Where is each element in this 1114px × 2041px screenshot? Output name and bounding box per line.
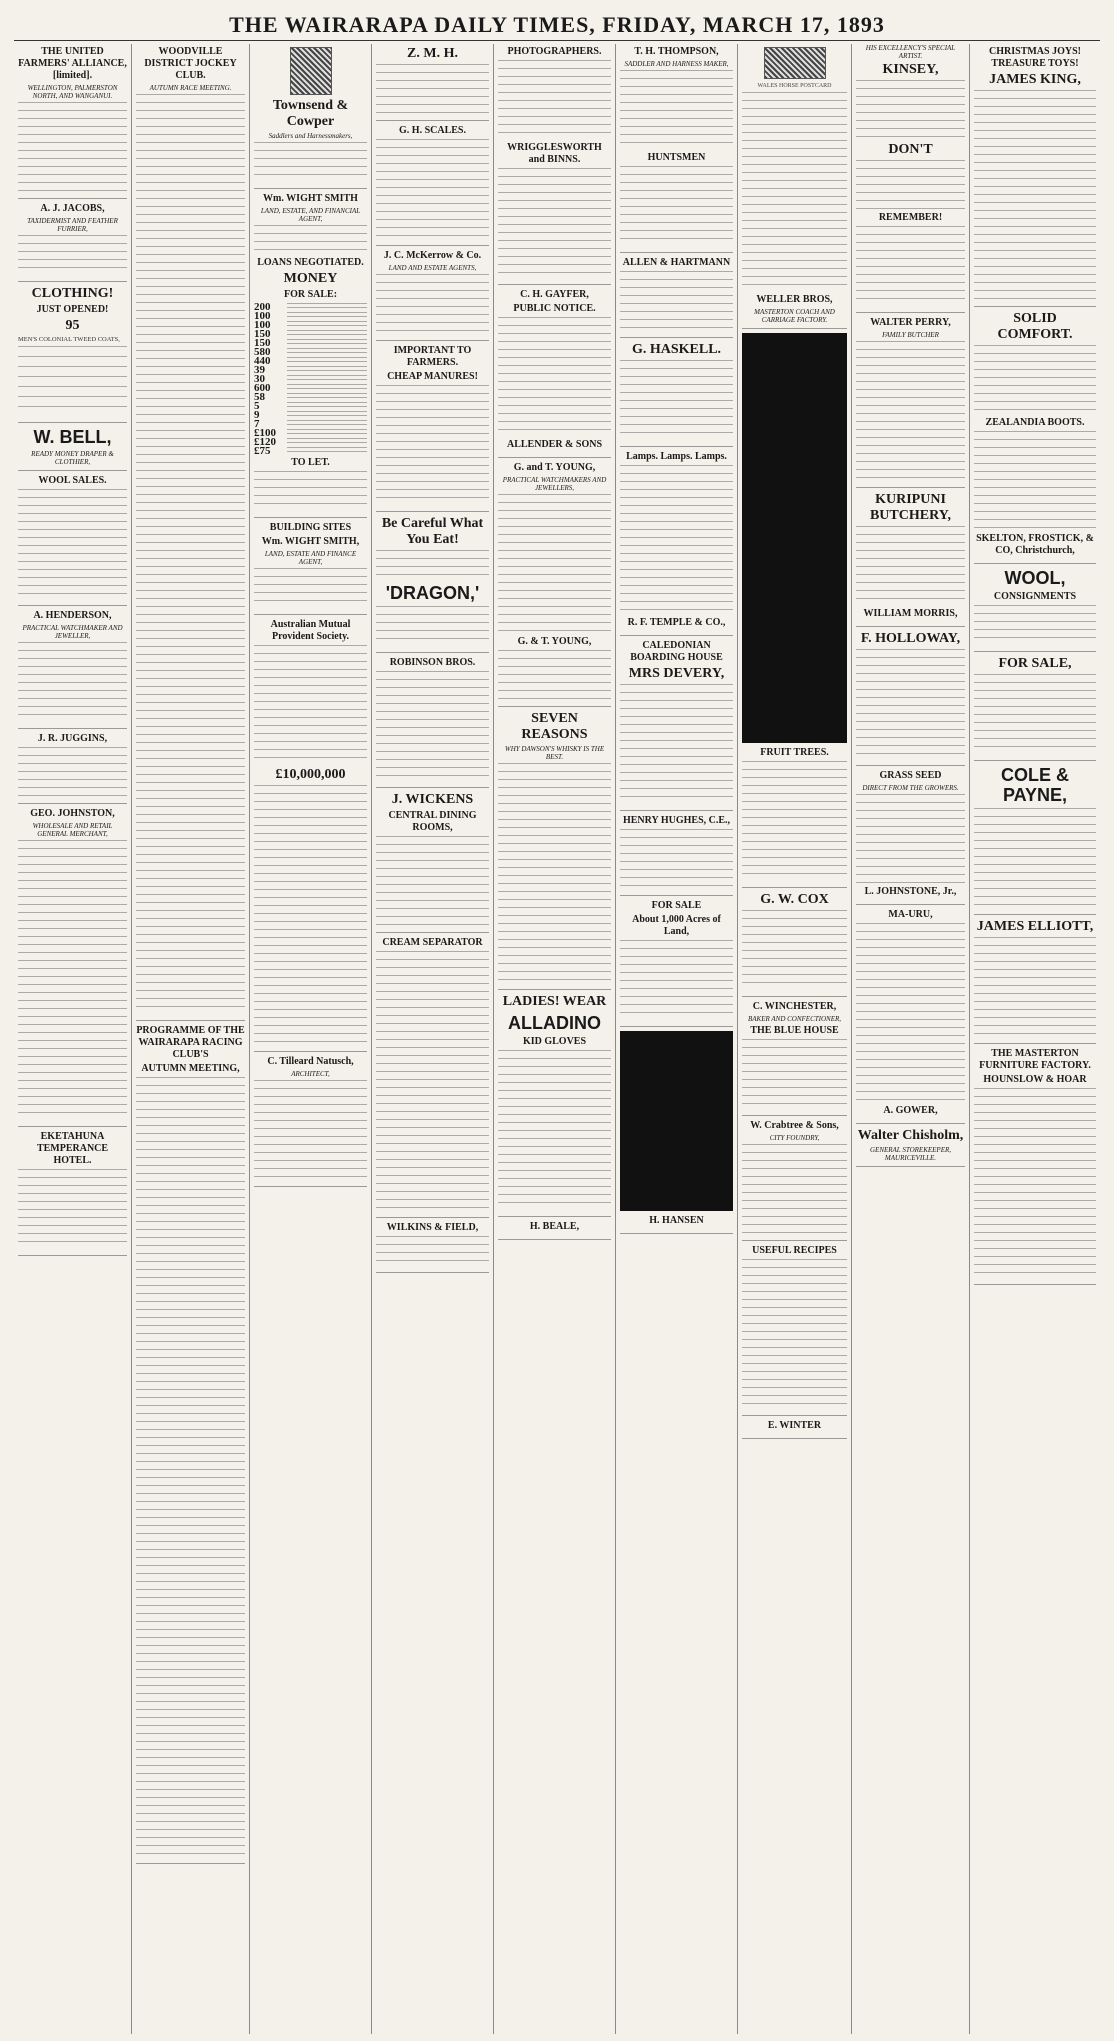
text-block xyxy=(974,605,1096,645)
ad-title: PHOTOGRAPHERS. xyxy=(507,46,602,57)
ad-title: IMPORTANT TO FARMERS. xyxy=(393,345,472,368)
ad-title: PUBLIC NOTICE. xyxy=(513,303,596,314)
ad-title: EKETAHUNA TEMPERANCE HOTEL. xyxy=(36,1131,109,1166)
masthead xyxy=(0,0,1114,44)
ad-title: G. & T. YOUNG, xyxy=(517,636,592,647)
ad-gayfer xyxy=(498,289,611,458)
ad-title: SOLID COMFORT. xyxy=(997,311,1073,342)
ad-chisholm xyxy=(856,1128,965,1167)
column-5 xyxy=(494,44,616,2034)
text-block xyxy=(254,568,367,608)
ad-title: CHRISTMAS JOYS! TREASURE TOYS! xyxy=(989,46,1081,69)
for-sale-figure: £120 xyxy=(254,436,276,448)
text-block xyxy=(856,923,965,1103)
ad-number: 95 xyxy=(65,318,80,333)
ad-title: THE UNITED FARMERS' ALLIANCE, [limited]. xyxy=(18,46,127,81)
ad-kuripuni-butchery xyxy=(856,492,965,627)
text-block xyxy=(620,465,733,615)
ad-eketahuna-hotel xyxy=(18,1131,127,1256)
ad-dragon-baking-powder xyxy=(376,516,489,653)
ad-title: ZEALANDIA BOOTS. xyxy=(985,417,1085,428)
ad-robinson-bros xyxy=(376,657,489,788)
ad-title: PROGRAMME OF THE WAIRARAPA RACING CLUB'S xyxy=(136,1025,245,1060)
text-block xyxy=(620,684,733,804)
ad-text: MEN'S COLONIAL TWEED COATS, xyxy=(18,336,120,343)
ad-young xyxy=(498,462,611,707)
ad-title: E. WINTER xyxy=(767,1420,822,1431)
for-sale-description xyxy=(287,330,367,338)
ad-title: WOOL SALES. xyxy=(38,475,107,486)
column-3 xyxy=(250,44,372,2034)
ad-title: SEVEN REASONS xyxy=(521,711,588,742)
ad-natusch xyxy=(254,1056,367,1187)
ad-subtitle: READY MONEY DRAPER & CLOTHIER, xyxy=(31,450,114,466)
masthead-rule xyxy=(14,40,1100,41)
ad-title: HOUNSLOW & HOAR xyxy=(983,1074,1087,1085)
blacked-out-area xyxy=(742,333,847,743)
ad-henderson xyxy=(18,610,127,729)
ad-cream-separator xyxy=(376,937,489,1218)
text-block xyxy=(620,271,733,331)
column-6 xyxy=(616,44,738,2034)
ad-title: THE MASTERTON FURNITURE FACTORY. xyxy=(979,1048,1091,1071)
text-block xyxy=(742,1259,847,1409)
for-sale-item xyxy=(254,447,367,455)
ad-title: R. F. TEMPLE & CO., xyxy=(627,617,726,628)
for-sale-figure: 58 xyxy=(254,391,265,403)
ad-johnston xyxy=(18,808,127,1127)
ad-title: WILKINS & FIELD, xyxy=(386,1222,479,1233)
ad-holloway xyxy=(856,631,965,766)
ad-ma-uru xyxy=(856,909,965,1124)
for-sale-figure: 5 xyxy=(254,400,260,412)
for-sale-list xyxy=(254,303,367,455)
ad-title: WALES HORSE POSTCARD xyxy=(757,83,832,89)
ad-title: A. J. JACOBS, xyxy=(40,203,105,214)
text-block xyxy=(254,142,367,182)
ad-subtitle: BAKER AND CONFECTIONER, xyxy=(747,1015,841,1023)
ad-title: Australian Mutual Provident Society. xyxy=(270,619,351,642)
ad-title: Townsend & Cowper xyxy=(272,98,349,129)
ad-title: H. HANSEN xyxy=(649,1215,704,1226)
text-block xyxy=(254,1080,367,1180)
ad-heading: LOANS NEGOTIATED. xyxy=(257,257,364,268)
for-sale-item xyxy=(254,411,367,419)
ad-title: FRUIT TREES. xyxy=(760,747,829,758)
ad-title: Lamps. Lamps. Lamps. xyxy=(626,451,727,462)
ad-subtitle: WHOLESALE AND RETAIL GENERAL MERCHANT, xyxy=(32,822,113,838)
ad-title: CHEAP MANURES! xyxy=(387,371,478,382)
ad-title: Z. M. H. xyxy=(407,46,458,61)
text-block xyxy=(18,747,127,797)
for-sale-item xyxy=(254,393,367,401)
ad-wilkins-field xyxy=(376,1222,489,1273)
ad-title: WELLER BROS, xyxy=(756,294,833,305)
ad-title: GEO. JOHNSTON, xyxy=(30,808,115,819)
ad-title: WILLIAM MORRIS, xyxy=(863,608,958,619)
ad-title: GRASS SEED xyxy=(879,770,942,781)
for-sale-figure: 100 xyxy=(254,310,271,322)
text-block xyxy=(254,225,367,255)
text-block xyxy=(376,64,489,114)
for-sale-description xyxy=(287,402,367,410)
text-block xyxy=(974,937,1096,1037)
for-sale-description xyxy=(287,393,367,401)
text-block xyxy=(18,102,127,192)
text-block xyxy=(742,92,847,292)
for-sale-description xyxy=(287,321,367,329)
ad-wairarapa-racing-club xyxy=(136,1025,245,1864)
ad-title: WALTER PERRY, xyxy=(870,317,951,328)
for-sale-figure: 440 xyxy=(254,355,271,367)
ad-title: REMEMBER! xyxy=(878,212,943,223)
text-block xyxy=(974,431,1096,531)
ad-title: CLOTHING! xyxy=(31,286,114,301)
ad-juggins xyxy=(18,733,127,804)
text-block xyxy=(620,360,733,440)
ad-subtitle: CITY FOUNDRY, xyxy=(769,1134,820,1142)
ad-elliott xyxy=(974,919,1096,1044)
for-sale-description xyxy=(287,339,367,347)
ad-title: WOODVILLE DISTRICT JOCKEY CLUB. xyxy=(144,46,237,81)
for-sale-figure: 200 xyxy=(254,301,271,313)
ad-title: ALLENDER & SONS xyxy=(506,439,603,450)
text-block xyxy=(18,235,127,275)
ad-useful-recipes xyxy=(742,1245,847,1416)
ad-title: A. GOWER, xyxy=(883,1105,938,1116)
ad-jacobs xyxy=(18,203,127,282)
for-sale-figure: 150 xyxy=(254,328,271,340)
text-block xyxy=(498,763,611,983)
text-block xyxy=(742,1144,847,1234)
ad-james-king-toys xyxy=(974,46,1096,307)
for-sale-figure: 100 xyxy=(254,319,271,331)
for-sale-figure: 9 xyxy=(254,409,260,421)
columns xyxy=(14,44,1100,2034)
ad-woodville-jockey-club xyxy=(136,46,245,1021)
ad-scales xyxy=(376,125,489,246)
ad-title: W. Crabtree & Sons, xyxy=(750,1120,839,1131)
ad-title: COLE & PAYNE, xyxy=(1000,765,1069,805)
text-block xyxy=(498,494,611,634)
ad-hansen xyxy=(620,1215,733,1234)
ad-furniture-factory xyxy=(974,1048,1096,1285)
text-block xyxy=(974,1088,1096,1278)
ad-manures xyxy=(376,345,489,512)
text-block xyxy=(18,1169,127,1249)
ad-title: G. HASKELL. xyxy=(631,342,722,357)
text-block xyxy=(498,168,611,278)
ad-beale xyxy=(498,1221,611,1240)
ad-zmh xyxy=(376,46,489,121)
ad-title: MRS DEVERY, xyxy=(628,666,725,681)
ad-kinsey xyxy=(856,44,965,313)
text-block xyxy=(856,160,965,210)
for-sale-item xyxy=(254,402,367,410)
ad-subtitle: CONSIGNMENTS xyxy=(993,591,1077,602)
text-block xyxy=(498,317,611,437)
ad-heading: MONEY xyxy=(283,271,338,286)
ad-title: KURIPUNI BUTCHERY, xyxy=(869,492,952,523)
ad-subtitle: Saddlers and Harnessmakers, xyxy=(268,132,353,140)
text-block xyxy=(498,650,611,700)
ad-caledonian xyxy=(620,640,733,811)
ad-bell xyxy=(18,427,127,471)
column-2 xyxy=(132,44,250,2034)
text-block xyxy=(974,674,1096,754)
column-1 xyxy=(14,44,132,2034)
ad-title: A. HENDERSON, xyxy=(33,610,112,621)
ad-thompson xyxy=(620,46,733,253)
for-sale-description xyxy=(287,375,367,383)
ad-title: JAMES ELLIOTT, xyxy=(976,919,1094,934)
ad-title: G. W. COX xyxy=(760,892,829,907)
ad-wool-sales xyxy=(18,475,127,606)
ad-title: FOR SALE xyxy=(651,900,702,911)
text-block xyxy=(376,550,489,580)
text-block xyxy=(974,345,1096,415)
ad-title: CREAM SEPARATOR xyxy=(382,937,483,948)
ad-amp-society xyxy=(254,619,367,1052)
for-sale-figure: 600 xyxy=(254,382,271,394)
text-block xyxy=(856,80,965,140)
ad-title: Be Careful What You Eat! xyxy=(381,516,484,547)
ad-title: J. WICKENS xyxy=(391,792,474,807)
for-sale-description xyxy=(287,348,367,356)
for-sale-description xyxy=(287,438,367,446)
text-block xyxy=(856,649,965,759)
ad-building-sites xyxy=(254,522,367,615)
ad-allen-hartmann xyxy=(620,257,733,338)
blacked-out-area xyxy=(620,1031,733,1211)
ad-subtitle: JUST OPENED! xyxy=(36,304,109,315)
ad-cole-payne xyxy=(974,765,1096,915)
ad-title: THE BLUE HOUSE xyxy=(750,1025,839,1036)
column-4 xyxy=(372,44,494,2034)
text-block xyxy=(620,70,733,150)
for-sale-description xyxy=(287,312,367,320)
ad-subtitle: HIS EXCELLENCY'S SPECIAL ARTIST. xyxy=(865,44,956,60)
ad-haskell xyxy=(620,342,733,447)
for-sale-description xyxy=(287,384,367,392)
ad-clothing xyxy=(18,286,127,423)
ad-title: Wm. WIGHT SMITH xyxy=(263,193,358,204)
ad-subtitle: GENERAL STOREKEEPER, MAURICEVILLE. xyxy=(869,1146,952,1162)
text-block xyxy=(136,1077,245,1857)
ad-title: C. H. GAYFER, xyxy=(520,289,589,300)
ad-title: WRIGGLESWORTH and BINNS. xyxy=(507,142,602,165)
ad-subtitle: WELLINGTON, PALMERSTON NORTH, AND WANGANUI. xyxy=(27,84,118,100)
ad-title: BUILDING SITES xyxy=(269,522,352,533)
ad-number: £10,000,000 xyxy=(275,767,346,782)
ad-title: L. JOHNSTONE, Jr., xyxy=(864,886,957,897)
ad-title: LADIES! WEAR xyxy=(502,994,607,1009)
text-block xyxy=(856,226,965,306)
text-block xyxy=(856,794,965,884)
text-block xyxy=(376,385,489,505)
column-7 xyxy=(738,44,852,2034)
ad-subtitle: KID GLOVES xyxy=(522,1036,587,1047)
text-block xyxy=(18,642,127,722)
horse-illustration xyxy=(764,47,826,79)
for-sale-description xyxy=(287,357,367,365)
ad-fruit-trees xyxy=(742,747,847,888)
for-sale-item xyxy=(254,384,367,392)
ad-alladino-gloves xyxy=(498,994,611,1217)
ad-title: KINSEY, xyxy=(882,62,939,77)
ad-for-sale-farm xyxy=(974,656,1096,761)
ad-solid-comfort xyxy=(974,311,1096,564)
ad-crabtree xyxy=(742,1120,847,1241)
ad-title: ROBINSON BROS. xyxy=(389,657,476,668)
for-sale-figure: 580 xyxy=(254,346,271,358)
ad-subtitle: AUTUMN RACE MEETING. xyxy=(149,84,232,92)
ad-subtitle: PRACTICAL WATCHMAKERS AND JEWELLERS, xyxy=(502,476,607,492)
text-block xyxy=(742,1039,847,1109)
ad-title: MA-URU, xyxy=(888,909,933,920)
ad-hughes xyxy=(620,815,733,896)
text-block xyxy=(856,341,965,481)
ad-subtitle: LAND, ESTATE, AND FINANCIAL AGENT, xyxy=(260,207,361,223)
horse-illustration xyxy=(290,47,332,95)
for-sale-figure: £100 xyxy=(254,427,276,439)
ad-title: USEFUL RECIPES xyxy=(752,1245,837,1256)
text-block xyxy=(856,526,965,606)
text-block xyxy=(376,1236,489,1266)
ad-title: ALLEN & HARTMANN xyxy=(622,257,731,268)
for-sale-description xyxy=(287,411,367,419)
ad-subtitle: PRACTICAL WATCHMAKER AND JEWELLER, xyxy=(22,624,123,640)
ad-dawsons-whisky xyxy=(498,711,611,990)
ad-title: H. BEALE, xyxy=(529,1221,580,1232)
text-block xyxy=(18,346,127,416)
ad-subtitle: CENTRAL DINING ROOMS, xyxy=(388,810,477,833)
ad-cox xyxy=(742,892,847,997)
ad-subtitle: DIRECT FROM THE GROWERS. xyxy=(862,784,959,792)
ad-subtitle: ARCHITECT, xyxy=(291,1070,330,1078)
text-block xyxy=(18,489,127,599)
ad-title: Wm. WIGHT SMITH, xyxy=(261,536,360,547)
for-sale-description xyxy=(287,429,367,437)
text-block xyxy=(254,785,367,1045)
text-block xyxy=(376,274,489,334)
ad-title: G. H. SCALES. xyxy=(399,125,466,136)
text-block xyxy=(376,139,489,239)
for-sale-item xyxy=(254,357,367,365)
ad-united-farmers xyxy=(18,46,127,199)
text-block xyxy=(376,671,489,781)
text-block xyxy=(620,166,733,246)
ad-title: DON'T xyxy=(888,142,933,157)
for-sale-figure: 7 xyxy=(254,418,260,430)
ad-title: F. HOLLOWAY, xyxy=(860,631,961,646)
text-block xyxy=(376,606,489,646)
ad-title: WOOL, xyxy=(1004,568,1066,588)
ad-title: HUNTSMEN xyxy=(647,152,706,163)
ad-title: FOR SALE, xyxy=(998,656,1072,671)
ad-subtitle: FAMILY BUTCHER xyxy=(882,331,939,339)
ad-subtitle: About 1,000 Acres of Land, xyxy=(632,914,721,937)
ad-heading: TO LET. xyxy=(291,457,330,468)
text-block xyxy=(974,90,1096,300)
ad-walter-perry xyxy=(856,317,965,488)
ad-heading: FOR SALE: xyxy=(283,289,338,300)
ad-winter xyxy=(742,1420,847,1439)
ad-title: C. WINCHESTER, xyxy=(752,1001,837,1012)
ad-title: G. and T. YOUNG, xyxy=(513,462,596,473)
ad-wool-consignments xyxy=(974,568,1096,652)
ad-title: Walter Chisholm, xyxy=(857,1128,964,1143)
ad-title: J. R. JUGGINS, xyxy=(37,733,108,744)
ad-photographers xyxy=(498,46,611,285)
ad-title: JAMES KING, xyxy=(989,72,1081,87)
for-sale-figure: 30 xyxy=(254,373,265,385)
text-block xyxy=(254,645,367,765)
for-sale-figure: 150 xyxy=(254,337,271,349)
text-block xyxy=(18,840,127,1120)
ad-horse-postcard xyxy=(742,47,847,329)
ad-subtitle: LAND, ESTATE AND FINANCE AGENT, xyxy=(264,550,357,566)
masthead-title: THE WAIRARAPA DAILY TIMES, FRIDAY, MARCH 17, 1893 xyxy=(229,12,885,37)
column-8 xyxy=(852,44,970,2034)
text-block xyxy=(742,910,847,990)
ad-subtitle: LAND AND ESTATE AGENTS, xyxy=(388,264,477,272)
ad-subtitle: TAXIDERMIST AND FEATHER FURRIER, xyxy=(27,217,118,233)
text-block xyxy=(742,761,847,881)
column-9 xyxy=(970,44,1100,2034)
for-sale-description xyxy=(287,303,367,311)
ad-grass-seed xyxy=(856,770,965,905)
ad-subtitle: WHY DAWSON'S WHISKY IS THE BEST. xyxy=(504,745,605,761)
text-block xyxy=(620,829,733,889)
text-block xyxy=(254,471,367,511)
text-block xyxy=(974,808,1096,908)
ad-title: W. BELL, xyxy=(33,427,112,447)
for-sale-description xyxy=(287,447,367,455)
ad-title: SKELTON, FROSTICK, & CO, Christchurch, xyxy=(976,533,1094,556)
text-block xyxy=(136,94,245,1014)
ad-subtitle: MASTERTON COACH AND CARRIAGE FACTORY. xyxy=(754,308,835,324)
ad-mckerrow xyxy=(376,250,489,341)
text-block xyxy=(498,60,611,140)
ad-title: T. H. THOMPSON, xyxy=(634,46,719,57)
ad-subtitle: SADDLER AND HARNESS MAKER, xyxy=(624,60,729,68)
ad-brand: ALLADINO xyxy=(508,1013,601,1033)
for-sale-figure: £75 xyxy=(254,445,271,457)
for-sale-item xyxy=(254,366,367,374)
for-sale-figure: 39 xyxy=(254,364,265,376)
ad-title: C. Tilleard Natusch, xyxy=(267,1056,354,1067)
ad-subtitle: AUTUMN MEETING, xyxy=(141,1063,240,1074)
ad-townsend-cowper xyxy=(254,47,367,189)
text-block xyxy=(498,1050,611,1210)
ad-winchester xyxy=(742,1001,847,1116)
text-block xyxy=(376,836,489,926)
ad-title: CALEDONIAN BOARDING HOUSE xyxy=(630,640,723,663)
ad-wickens xyxy=(376,792,489,933)
ad-wight-smith xyxy=(254,193,367,518)
ad-title: HENRY HUGHES, C.E., xyxy=(622,815,731,826)
ad-brand: 'DRAGON,' xyxy=(385,583,480,603)
text-block xyxy=(376,951,489,1211)
ad-for-sale-land xyxy=(620,900,733,1027)
ad-lamps xyxy=(620,451,733,636)
ad-title: J. C. McKerrow & Co. xyxy=(383,250,482,261)
for-sale-description xyxy=(287,420,367,428)
for-sale-description xyxy=(287,366,367,374)
text-block xyxy=(620,940,733,1020)
